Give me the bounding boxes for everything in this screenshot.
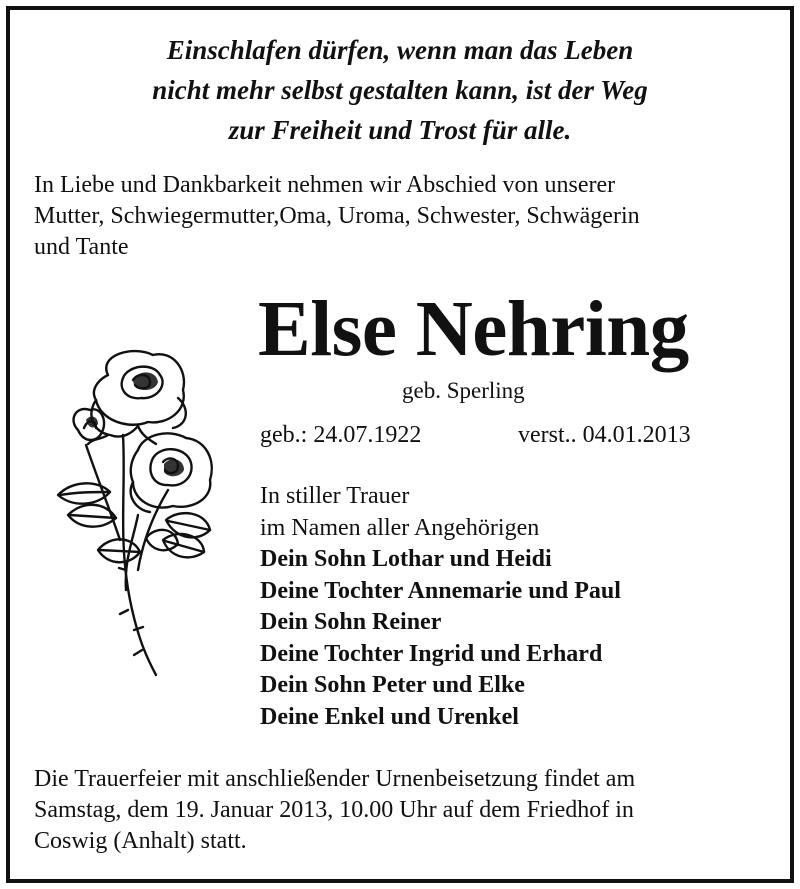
mourners-list [260,481,780,733]
mourners-intro-line: In stiller Trauer [260,483,410,509]
funeral-line: Coswig (Anhalt) statt. [34,828,247,854]
motto-line: nicht mehr selbst gestalten kann, ist der Weg [152,75,648,105]
mourner-name: Deine Enkel und Urenkel [260,703,519,730]
intro-line: und Tante [34,234,129,260]
intro-line: Mutter, Schwiegermutter,Oma, Uroma, Schwester, Schwägerin [34,203,640,229]
motto-verse [0,30,800,150]
death-date: verst.. 04.01.2013 [518,422,691,448]
maiden-name: geb. Sperling [402,378,525,403]
rose-illustration-icon [38,340,238,685]
mourner-name: Dein Sohn Reiner [260,609,442,635]
motto-line: zur Freiheit und Trost für alle. [228,115,572,145]
farewell-intro [34,170,774,263]
motto-line: Einschlafen dürfen, wenn man das Leben [166,35,634,65]
deceased-name: Else Nehring [258,286,689,373]
mourner-name: Dein Sohn Lothar und Heidi [260,546,552,572]
funeral-line: Samstag, dem 19. Januar 2013, 10.00 Uhr auf dem Friedhof in [34,797,634,823]
mourner-name: Deine Tochter Ingrid und Erhard [260,640,603,667]
intro-line: In Liebe und Dankbarkeit nehmen wir Abschied von unserer [34,172,616,198]
mourner-name: Deine Tochter Annemarie und Paul [260,577,621,604]
funeral-details [34,764,774,857]
birth-date: geb.: 24.07.1922 [260,422,422,448]
mourners-intro-line: im Namen aller Angehörigen [260,514,540,541]
funeral-line: Die Trauerfeier mit anschließender Urnenbeisetzung findet am [34,766,636,792]
mourner-name: Dein Sohn Peter und Elke [260,672,525,698]
